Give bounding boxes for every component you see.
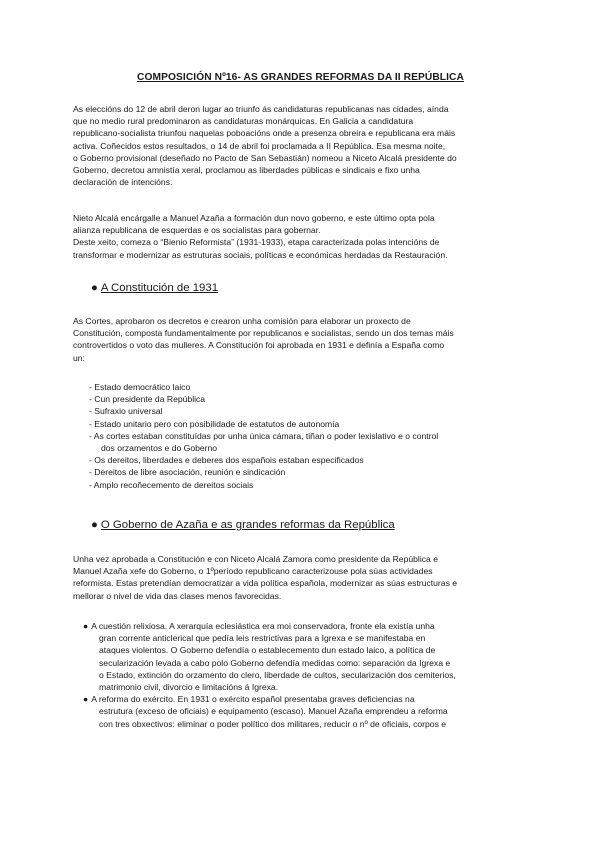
text-line: republicano-socialista triunfou naquelas poboacións onde a presenza obreira e republicana era máis bbox=[73, 128, 456, 139]
text-line: Goberno, decretou amnistía xeral, proclamou as liberdades públicas e sindicais e fixo unha bbox=[73, 165, 420, 176]
list-item: - Dereitos de libre asociación, reunión e sindicación bbox=[89, 467, 286, 478]
list-item: - Estado unitario pero con posibilidade de estatutos de autonomía bbox=[89, 418, 340, 429]
list-item: - Estado democrático laico bbox=[89, 382, 191, 392]
text-line: alianza republicana de esquerdas e os socialistas para gobernar. bbox=[73, 225, 321, 236]
section-heading-constitution bbox=[91, 281, 218, 295]
list-item: - Sufraxio universal bbox=[89, 406, 163, 417]
list-item-continuation: secularización levada a cabo polo Goberno defendía medidas como: separación da Igrexa e bbox=[99, 657, 451, 668]
list-item-continuation: estrutura (exceso de oficiais) e equipamento (escaso). Manuel Azaña emprendeu a reforma bbox=[99, 706, 448, 717]
list-item: - Os dereitos, liberdades e deberes dos españois estaban especificados bbox=[89, 455, 364, 466]
list-item-continuation: con tres obxectivos: eliminar o poder político dos militares, reducir o nº de oficiais, corpos e bbox=[99, 718, 447, 729]
list-item: - Amplo recoñecemento de dereitos sociais bbox=[89, 479, 254, 490]
list-item: - As cortes estaban constituídas por unha única cámara, tiñan o poder lexislativo e o control bbox=[89, 430, 439, 441]
list-item: ● A reforma do exército. En 1931 o exército español presentaba graves deficiencias na bbox=[83, 694, 415, 705]
constitution-paragraph bbox=[73, 315, 528, 364]
bullet-icon: ● bbox=[83, 694, 89, 705]
list-item-continuation: gran corrente anticlerical que pedía leis restrictivas para a Igrexa e se manifestaba en bbox=[99, 633, 426, 644]
text-line: mellorar o nivel de vida das clases menos favorecidas. bbox=[73, 590, 282, 601]
text-line: transformar e modernizar as estruturas sociais, políticas e económicas herdadas da Restauración. bbox=[73, 249, 448, 260]
list-item-continuation: dos orzamentos e do Goberno bbox=[101, 443, 218, 454]
bullet-icon: ● bbox=[83, 621, 89, 631]
text-line: activa. Coñecidos estos resultados, o 14 de abril foi proclamada a II República. Esa mesma noite, bbox=[73, 140, 446, 151]
list-item-continuation: matrimonio civil, divorcio e limitacións á Igrexa. bbox=[99, 682, 279, 693]
text-line: As eleccións do 12 de abril deron lugar ao triunfo ás candidaturas republicanas nas cidades, aínda bbox=[73, 104, 449, 114]
text-line: que no medio rural predominaron as candidaturas monárquicas. En Galicia a candidatura bbox=[73, 116, 414, 127]
text-line: reformista. Estas pretendían democratizar a vida política española, modernizar as súas estructuras e bbox=[73, 578, 458, 589]
text-line: controvertidos o voto das mulleres. A Constitución foi aprobada en 1931 e definía a España como bbox=[73, 340, 445, 351]
text-line: Nieto Alcalá encárgalle a Manuel Azaña a formación dun novo goberno, e este último opta pola bbox=[73, 213, 435, 223]
section-heading-text: O Goberno de Azaña e as grandes reformas da República bbox=[100, 519, 395, 531]
list-item: - Cun presidente da República bbox=[89, 394, 206, 405]
azana-paragraph bbox=[73, 212, 528, 261]
text-line: un: bbox=[73, 352, 85, 363]
text-line: Constitución, composta fundamentalmente por republicanos e socialistas, sendo un dos temas máis bbox=[73, 328, 454, 339]
constitution-list bbox=[89, 381, 529, 491]
reforms-list bbox=[83, 620, 528, 730]
bullet-icon: ● bbox=[91, 282, 98, 294]
section-heading-text: A Constitución de 1931 bbox=[100, 282, 219, 294]
text-line: Manuel Azaña xefe do Goberno, o 1ºperíodo republicano caracterizouse pola súas actividades bbox=[73, 566, 433, 577]
document-title: COMPOSICIÓN Nº16- AS GRANDES REFORMAS DA II REPÚBLICA bbox=[137, 72, 464, 83]
section-heading-reforms bbox=[91, 518, 395, 532]
text-line: declaración de intencións. bbox=[73, 177, 173, 188]
list-item: ● A cuestión relixiosa. A xerarquía eclesiástica era moi conservadora, fronte ela existía unha bbox=[83, 621, 435, 631]
intro-paragraph bbox=[73, 103, 528, 188]
list-item-continuation: o Estado, extinción do orzamento do clero, liberdade de cultos, secularización dos cemiterios, bbox=[99, 669, 456, 680]
list-item-continuation: ataques violentos. O Goberno defendía o establecemento dun estado laico, a política de bbox=[99, 645, 436, 656]
bullet-icon: ● bbox=[91, 519, 98, 531]
text-line: Unha vez aprobada a Constitución e con Niceto Alcalá Zamora como presidente da República e bbox=[73, 554, 438, 564]
text-line: As Cortes, aprobaron os decretos e crearon unha comisión para elaborar un proxecto de bbox=[73, 316, 411, 326]
text-line: o Goberno provisional (deseñado no Pacto de San Sebastián) nomeou a Niceto Alcalá presidente do bbox=[73, 152, 457, 163]
text-line: Deste xeito, comeza o “Bienio Reformista” (1931-1933), etapa caracterizada polas intencións de bbox=[73, 237, 440, 248]
reforms-paragraph bbox=[73, 553, 528, 602]
